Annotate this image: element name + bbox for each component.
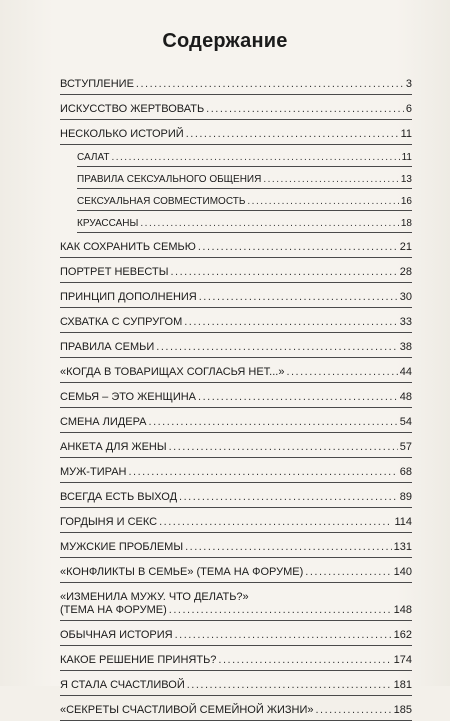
show-through-text <box>250 660 400 675</box>
dot-leader <box>149 416 398 429</box>
toc-entry-title: КАКОЕ РЕШЕНИЕ ПРИНЯТЬ? <box>60 654 217 666</box>
toc-entry-title: НЕСКОЛЬКО ИСТОРИЙ <box>60 128 184 140</box>
dot-leader <box>247 195 398 208</box>
dot-leader <box>140 217 398 230</box>
toc-entry <box>60 696 412 721</box>
toc-entry-page: 148 <box>393 604 412 616</box>
toc-entry <box>60 258 412 283</box>
toc-entry-title: СМЕНА ЛИДЕРА <box>60 416 147 428</box>
dot-leader <box>179 491 398 504</box>
toc-entry-page: 181 <box>393 679 412 691</box>
toc-entry-title: «КОГДА В ТОВАРИЩАХ СОГЛАСЬЯ НЕТ...» <box>60 366 285 378</box>
toc-entry-title: СЕМЬЯ – ЭТО ЖЕНЩИНА <box>60 391 197 403</box>
toc-subentry <box>77 189 412 211</box>
toc-entry-page: 48 <box>399 391 412 403</box>
toc-subentry <box>77 167 412 189</box>
toc-entry <box>60 95 412 120</box>
toc-entry-page: 68 <box>399 466 412 478</box>
dot-leader <box>136 78 404 91</box>
toc-entry-title: ПОРТРЕТ НЕВЕСТЫ <box>60 266 169 278</box>
toc-entry-page: 13 <box>400 174 412 185</box>
toc-entry-title: ПРИНЦИП ДОПОЛНЕНИЯ <box>60 291 197 303</box>
dot-leader <box>169 604 392 617</box>
toc-entry <box>60 621 412 646</box>
dot-leader <box>263 173 399 186</box>
toc-entry-page: 140 <box>393 566 412 578</box>
toc-entry <box>60 508 412 533</box>
toc-entry-page: 114 <box>394 516 412 528</box>
toc-entry-page: 44 <box>399 366 412 378</box>
toc-entry <box>60 358 412 383</box>
toc-entry <box>60 70 412 95</box>
toc-entry-title-line1: «ИЗМЕНИЛА МУЖУ. ЧТО ДЕЛАТЬ?» <box>60 591 249 603</box>
toc-entry-title: ИСКУССТВО ЖЕРТВОВАТЬ <box>60 103 205 115</box>
dot-leader <box>185 541 392 554</box>
toc-entry-title: ВСТУПЛЕНИЕ <box>60 78 134 90</box>
toc-entry-title: МУЖ-ТИРАН <box>60 466 127 478</box>
toc-entry <box>60 333 412 358</box>
toc-entry <box>60 533 412 558</box>
dot-leader <box>186 128 399 141</box>
toc-entry-page: 21 <box>399 241 412 253</box>
toc-entry-page: 38 <box>399 341 412 353</box>
show-through-text <box>180 6 290 21</box>
toc-entry-page: 57 <box>399 441 412 453</box>
page-title: Содержание <box>162 30 288 52</box>
toc-entry-page: 30 <box>399 291 412 303</box>
dot-leader <box>206 103 404 116</box>
dot-leader <box>198 241 398 254</box>
toc-entry <box>60 558 412 583</box>
toc-entry-title: ОБЫЧНАЯ ИСТОРИЯ <box>60 629 173 641</box>
toc-entry-title: АНКЕТА ДЛЯ ЖЕНЫ <box>60 441 167 453</box>
dot-leader <box>128 466 397 479</box>
toc-entry-title: САЛАТ <box>77 152 110 163</box>
toc-entry <box>60 483 412 508</box>
toc-entry-title-line2: (ТЕМА НА ФОРУМЕ) <box>60 604 167 616</box>
toc-entry <box>60 308 412 333</box>
toc-entry-title: ВСЕГДА ЕСТЬ ВЫХОД <box>60 491 178 503</box>
table-of-contents <box>60 70 412 721</box>
toc-entry <box>60 458 412 483</box>
toc-entry-title: ПРАВИЛА СЕМЬИ <box>60 341 155 353</box>
toc-entry-page: 11 <box>400 128 412 140</box>
toc-entry-title: КАК СОХРАНИТЬ СЕМЬЮ <box>60 241 196 253</box>
toc-entry-page: 54 <box>399 416 412 428</box>
dot-leader <box>159 516 392 529</box>
dot-leader <box>156 341 397 354</box>
toc-subentry <box>77 211 412 233</box>
toc-entry <box>60 120 412 145</box>
toc-entry <box>60 233 412 258</box>
toc-entry-page: 185 <box>393 704 412 716</box>
toc-entry <box>60 433 412 458</box>
dot-leader <box>169 441 398 454</box>
dot-leader <box>184 316 398 329</box>
toc-entry-title: Я СТАЛА СЧАСТЛИВОЙ <box>60 679 185 691</box>
toc-entry-page: 11 <box>401 152 412 163</box>
dot-leader <box>170 266 397 279</box>
toc-entry-title: КРУАССАНЫ <box>77 218 139 229</box>
toc-entry-title: МУЖСКИЕ ПРОБЛЕМЫ <box>60 541 184 553</box>
toc-subentry <box>77 145 412 167</box>
toc-entry-title: «КОНФЛИКТЫ В СЕМЬЕ» (ТЕМА НА ФОРУМЕ) <box>60 566 304 578</box>
toc-entry-page: 3 <box>405 78 412 90</box>
toc-entry-title: ГОРДЫНЯ И СЕКС <box>60 516 158 528</box>
toc-entry-title: СЕКСУАЛЬНАЯ СОВМЕСТИМОСТЬ <box>77 196 246 207</box>
dot-leader <box>111 151 399 164</box>
toc-entry-page: 28 <box>399 266 412 278</box>
toc-entry-page: 174 <box>393 654 412 666</box>
toc-entry-page: 33 <box>399 316 412 328</box>
toc-entry-title: ПРАВИЛА СЕКСУАЛЬНОГО ОБЩЕНИЯ <box>77 174 262 185</box>
toc-entry-page: 89 <box>399 491 412 503</box>
toc-entry-title: «СЕКРЕТЫ СЧАСТЛИВОЙ СЕМЕЙНОЙ ЖИЗНИ» <box>60 704 314 716</box>
toc-entry <box>60 283 412 308</box>
toc-entry <box>60 408 412 433</box>
dot-leader <box>199 291 398 304</box>
dot-leader <box>305 566 391 579</box>
toc-entry-page: 6 <box>405 103 412 115</box>
toc-entry-page: 162 <box>393 629 412 641</box>
toc-entry-page: 16 <box>400 196 412 207</box>
toc-entry-page: 131 <box>393 541 412 553</box>
dot-leader <box>198 391 398 404</box>
dot-leader <box>175 629 392 642</box>
toc-entry-title: СХВАТКА С СУПРУГОМ <box>60 316 183 328</box>
dot-leader <box>316 704 392 717</box>
dot-leader <box>286 366 397 379</box>
toc-entry-page: 18 <box>400 218 412 229</box>
toc-entry-multiline <box>60 583 412 621</box>
toc-entry <box>60 383 412 408</box>
